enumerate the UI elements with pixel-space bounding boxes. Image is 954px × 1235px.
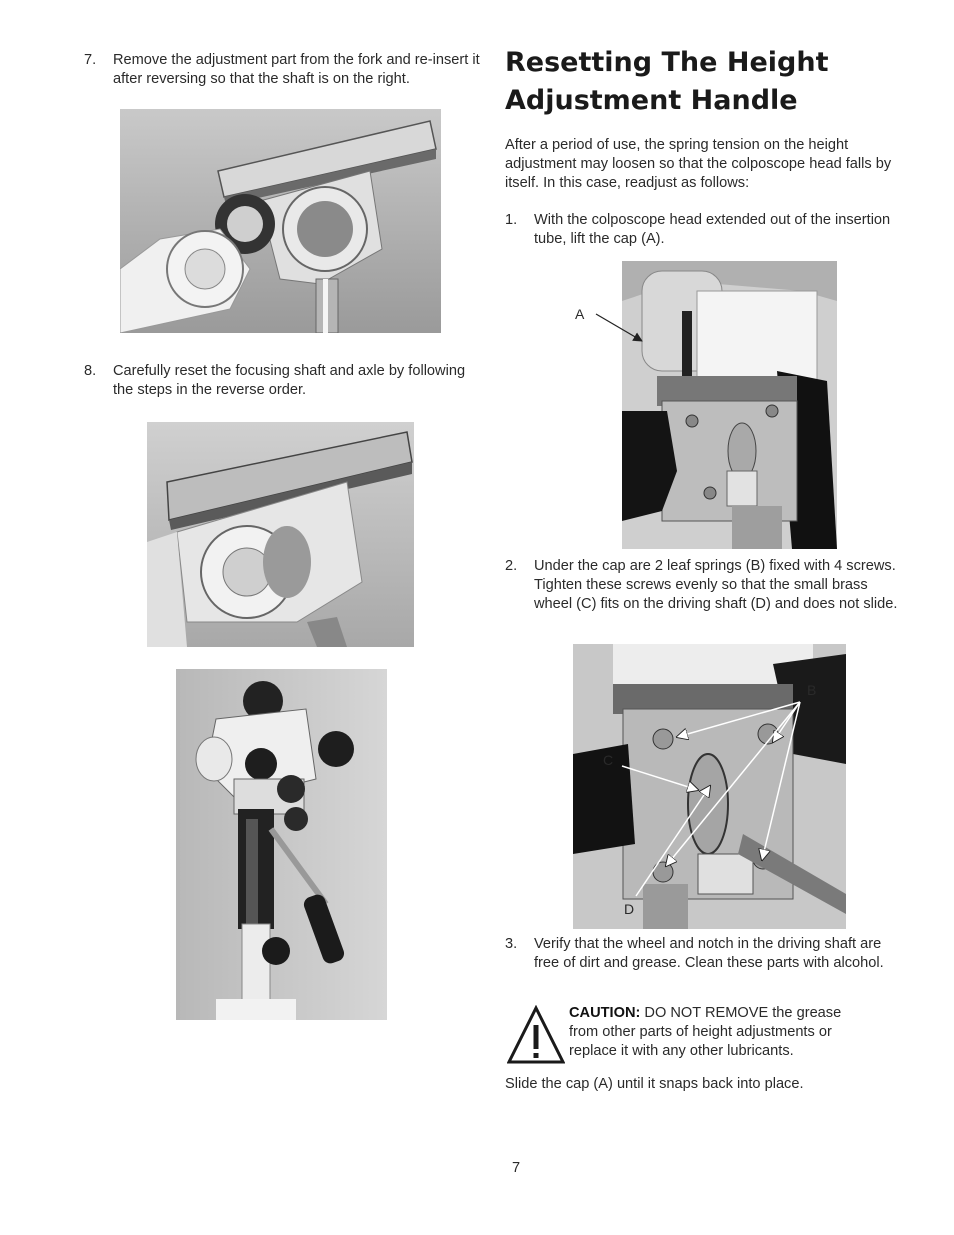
step-number: 8. <box>84 363 97 379</box>
step-number: 7. <box>84 52 97 68</box>
step-text: With the colposcope head extended out of the insertion tube, lift the cap (A). <box>534 212 891 247</box>
step-2 <box>505 557 905 614</box>
intro-paragraph: After a period of use, the spring tension on the height adjustment may loosen so that the colposcope head falls by itself. In this case, readjust as follows: <box>505 137 892 191</box>
photo-cap-lift <box>622 261 837 549</box>
step-text: Verify that the wheel and notch in the driving shaft are free of dirt and grease. Clean these parts with alcohol. <box>534 936 884 971</box>
step-text: Carefully reset the focusing shaft and axle by following the steps in the reverse order. <box>113 363 466 398</box>
step-number: 3. <box>505 936 518 952</box>
step-number: 2. <box>505 558 518 574</box>
step-8 <box>84 362 484 400</box>
photo-reassembled-fork <box>147 422 414 647</box>
photo-colposcope-assembly <box>176 669 387 1020</box>
caution-note <box>569 1004 869 1061</box>
step-3 <box>505 935 905 973</box>
warning-triangle-icon <box>507 1005 565 1065</box>
step-text: Remove the adjustment part from the fork and re-insert it after reversing so that the shaft is on the right. <box>113 52 480 87</box>
page-number: 7 <box>512 1160 521 1176</box>
photo-reversed-fork <box>120 109 441 333</box>
step-text: Under the cap are 2 leaf springs (B) fixed with 4 screws. Tighten these screws evenly so that the small brass wheel (C) fits on the driving shaft (D) and does not slide. <box>534 558 898 612</box>
caution-label: CAUTION: <box>569 1005 641 1021</box>
caution-text: DO NOT REMOVE the grease from other parts of height adjustments or replace it with any other lubricants. <box>569 1005 842 1059</box>
callout-label-d: D <box>624 901 635 917</box>
callout-label-a: A <box>575 306 585 322</box>
step-1 <box>505 211 905 249</box>
photo-leaf-springs <box>573 644 846 929</box>
section-title: Resetting The Height Adjustment Handle <box>505 47 829 116</box>
step-number: 1. <box>505 212 518 228</box>
closing-instruction: Slide the cap (A) until it snaps back into place. <box>505 1076 804 1092</box>
step-7 <box>84 51 484 89</box>
callout-label-b: B <box>807 682 817 698</box>
callout-label-c: C <box>603 752 614 768</box>
